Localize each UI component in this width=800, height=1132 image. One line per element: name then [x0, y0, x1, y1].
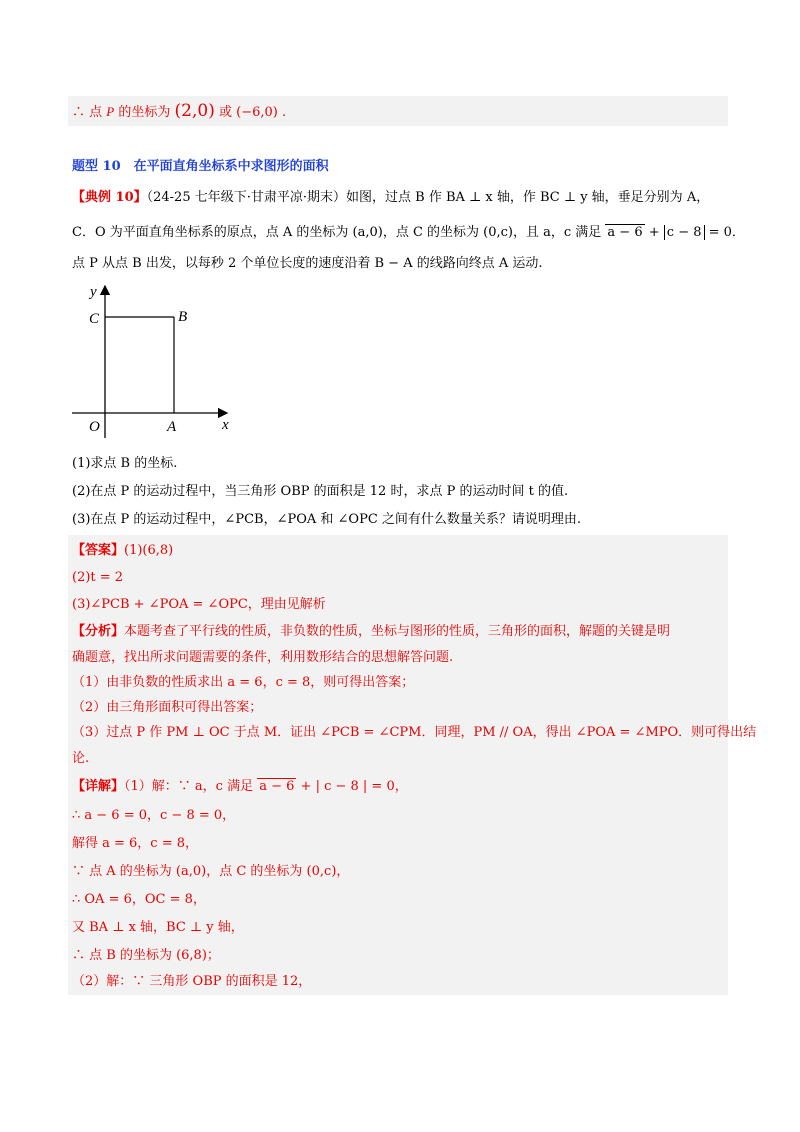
example-line-2: C．O 为平面直角坐标系的原点，点 A 的坐标为 (a,0)，点 C 的坐标为 (0,c)，且 a，c 满足 a − 6 + c − 8 = 0． [72, 225, 745, 240]
coordinate-figure [72, 280, 247, 440]
label-x: x [222, 417, 229, 433]
detail-line-1: 【详解】（1）解：∵ a，c 满足 a − 6 + | c − 8 | = 0， [72, 779, 408, 794]
question-3: (3)在点 P 的运动过程中，∠PCB，∠POA 和 ∠OPC 之间有什么数量关系？请说明理由. [72, 512, 582, 527]
detail-line-5: ∴ OA = 6，OC = 8， [72, 892, 206, 907]
detail-line-6: 又 BA ⊥ x 轴，BC ⊥ y 轴， [72, 920, 244, 935]
detail-line-8: （2）解：∵ 三角形 OBP 的面积是 12， [72, 974, 312, 989]
label-c: C [89, 311, 100, 327]
detail-line-3: 解得 a = 6，c = 8， [72, 836, 199, 851]
question-2: (2)在点 P 的运动过程中，当三角形 OBP 的面积是 12 时，求点 P 的运动时间 t 的值. [72, 484, 569, 499]
detail-line-7: ∴ 点 B 的坐标为 (6,8)； [72, 948, 220, 963]
section-title: 题型 10 在平面直角坐标系中求图形的面积 [72, 159, 329, 174]
analysis-line-5: （3）过点 P 作 PM ⊥ OC 于点 M．证出 ∠PCB = ∠CPM．同理，PM // OA，得出 ∠POA = ∠MPO．则可得出结 [72, 725, 757, 740]
label-b: B [178, 309, 188, 325]
label-a: A [167, 419, 177, 435]
label-y: y [90, 284, 97, 300]
top-conclusion: ∴ 点 P 的坐标为 (2,0) 或 (−6,0) . [72, 101, 287, 121]
analysis-line-6: 论. [72, 751, 90, 766]
detail-line-4: ∵ 点 A 的坐标为 (a,0)，点 C 的坐标为 (0,c)， [72, 864, 350, 879]
analysis-line-3: （1）由非负数的性质求出 a = 6，c = 8，则可得出答案； [72, 675, 415, 690]
detail-line-2: ∴ a − 6 = 0，c − 8 = 0， [72, 808, 236, 823]
answer-3: (3)∠PCB + ∠POA = ∠OPC，理由见解析 [72, 597, 326, 612]
question-1: (1)求点 B 的坐标. [72, 456, 178, 471]
answer-1: 【答案】(1)(6,8) [72, 543, 174, 558]
example-line-1: 【典例 10】（24-25 七年级下·甘肃平凉·期末）如图，过点 B 作 BA ⊥ x 轴，作 BC ⊥ y 轴，垂足分别为 A， [72, 190, 710, 205]
analysis-line-1: 【分析】本题考查了平行线的性质，非负数的性质，坐标与图形的性质，三角形的面积，解题的关键是明 [72, 624, 671, 639]
example-line-3: 点 P 从点 B 出发，以每秒 2 个单位长度的速度沿着 B − A 的线路向终点 A 运动. [72, 256, 543, 271]
analysis-line-2: 确题意，找出所求问题需要的条件，利用数形结合的思想解答问题. [72, 650, 454, 665]
label-o: O [89, 419, 100, 435]
answer-2: (2)t = 2 [72, 570, 124, 585]
analysis-line-4: （2）由三角形面积可得出答案； [72, 700, 263, 715]
